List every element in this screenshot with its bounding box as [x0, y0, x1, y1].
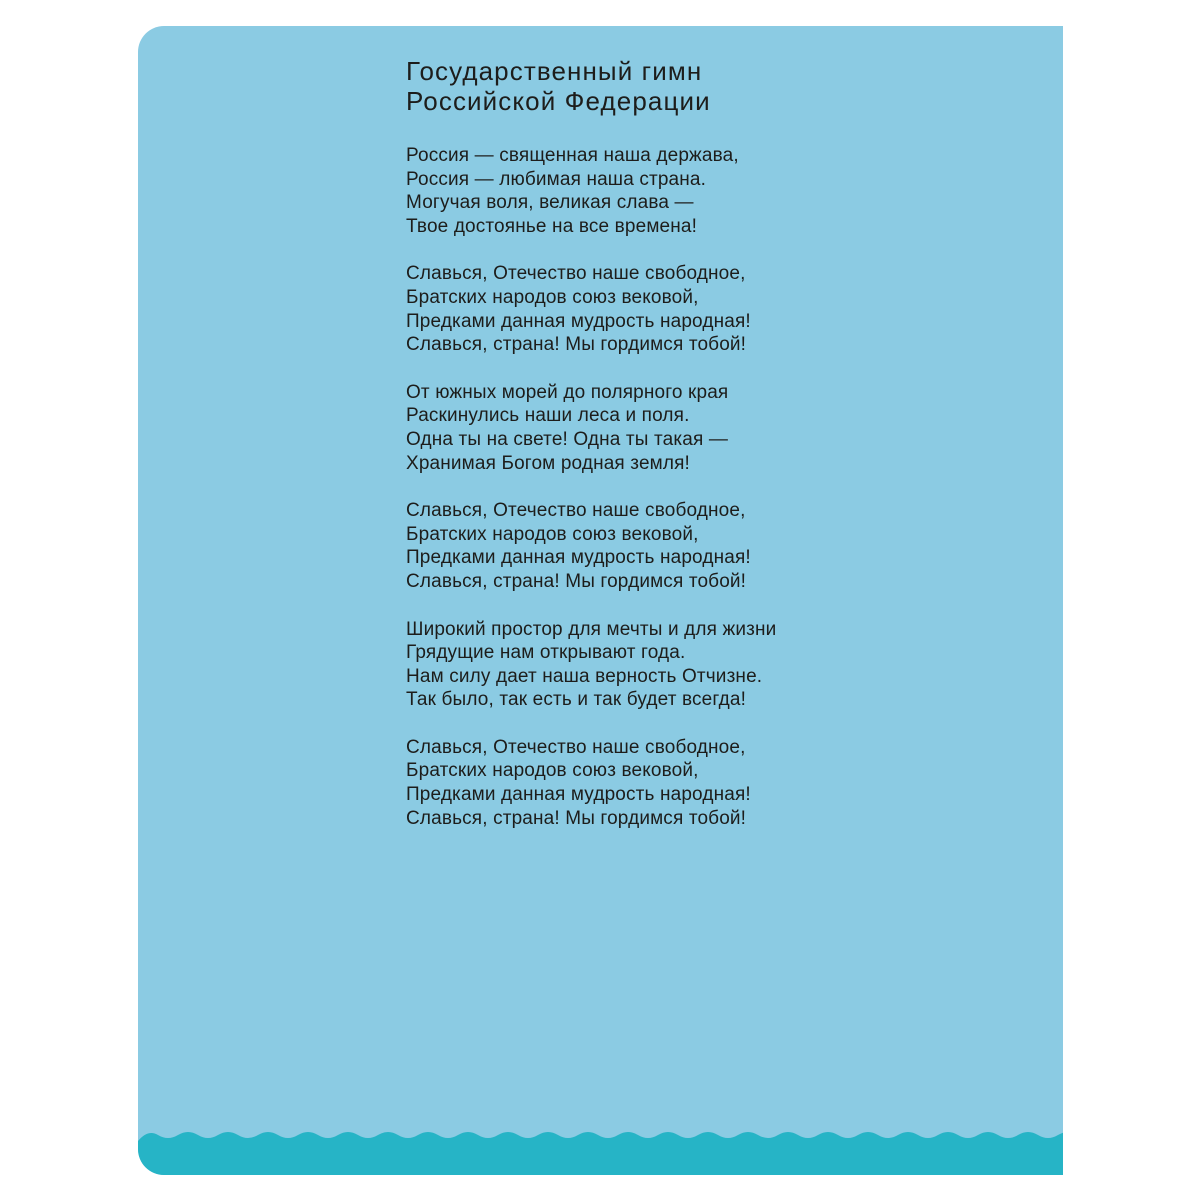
- blue-panel: [138, 26, 1063, 1175]
- verse-line: Хранимая Богом родная земля!: [406, 452, 690, 474]
- anthem-text-block: [406, 56, 966, 854]
- title-line-1: Государственный гимн: [406, 56, 703, 86]
- verse-line: Славься, Отечество наше свободное,: [406, 500, 746, 522]
- verse-line: Славься, Отечество наше свободное,: [406, 263, 746, 285]
- verse-line: Грядущие нам открывают года.: [406, 642, 686, 664]
- verse-line: Могучая воля, великая слава —: [406, 192, 694, 214]
- verse-line: Предками данная мудрость народная!: [406, 547, 751, 569]
- wave-border: [138, 1115, 1063, 1175]
- verse-line: Славься, Отечество наше свободное,: [406, 736, 746, 758]
- verse-line: Предками данная мудрость народная!: [406, 784, 751, 806]
- title-line-2: Российской Федерации: [406, 86, 711, 116]
- wave-shape: [138, 1132, 1063, 1175]
- stanza-3: [406, 381, 966, 475]
- stanza-5: [406, 618, 966, 712]
- verse-line: Предками данная мудрость народная!: [406, 310, 751, 332]
- verse-line: Широкий простор для мечты и для жизни: [406, 618, 777, 640]
- verse-line: Россия — любимая наша страна.: [406, 168, 707, 190]
- verse-line: Славься, страна! Мы гордимся тобой!: [406, 807, 747, 829]
- verse-line: Братских народов союз вековой,: [406, 523, 699, 545]
- page-title: [406, 56, 966, 116]
- stanza-6-chorus: [406, 736, 966, 830]
- verse-line: Братских народов союз вековой,: [406, 286, 699, 308]
- verse-line: Россия — священная наша держава,: [406, 145, 739, 166]
- verse-line: Славься, страна! Мы гордимся тобой!: [406, 334, 747, 356]
- verse-line: Одна ты на свете! Одна ты такая —: [406, 428, 728, 450]
- verse-line: Братских народов союз вековой,: [406, 760, 699, 782]
- stanza-4-chorus: [406, 499, 966, 593]
- stanza-2-chorus: [406, 262, 966, 356]
- verse-line: Славься, страна! Мы гордимся тобой!: [406, 570, 747, 592]
- verse-line: Твое достоянье на все времена!: [406, 215, 698, 237]
- verse-line: Раскинулись наши леса и поля.: [406, 405, 690, 427]
- verse-line: От южных морей до полярного края: [406, 381, 729, 403]
- stanza-1: [406, 144, 966, 238]
- verse-line: Нам силу дает наша верность Отчизне.: [406, 665, 763, 687]
- verse-line: Так было, так есть и так будет всегда!: [406, 689, 746, 711]
